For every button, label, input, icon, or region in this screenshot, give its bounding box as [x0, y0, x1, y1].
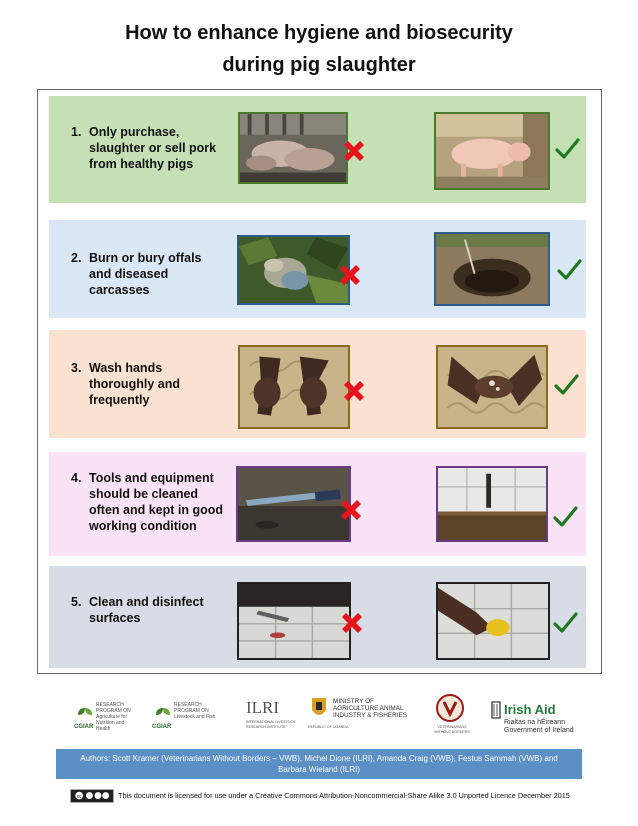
harp-icon	[490, 700, 502, 720]
step-description: Wash hands thoroughly and frequently	[89, 361, 180, 407]
cgiar-livestock-fish-logo	[152, 692, 224, 740]
burial-pit-photo	[434, 232, 550, 306]
poster-title-line-2: during pig slaughter	[222, 54, 416, 76]
step-panel-5	[49, 566, 586, 668]
cgiar-leaf-icon	[76, 706, 94, 722]
step-description: Clean and disinfect surfaces	[89, 595, 204, 625]
healthy-pig-photo	[434, 112, 550, 190]
vwb-text: VETERINARIANS WITHOUT BORDERS	[434, 725, 470, 734]
step-panel-3	[49, 330, 586, 438]
maaif-logo	[308, 692, 418, 740]
dirty-knife-photo	[236, 466, 351, 542]
step-number: 5.	[71, 595, 82, 609]
green-check-icon	[553, 372, 579, 398]
clean-tools-photo	[436, 466, 548, 542]
license-text: This document is licensed for use under a Creative Commons Attribution-Noncommercial-Share Alike 3.0 Unported Licence December 2015	[118, 791, 570, 800]
step-panel-4	[49, 452, 586, 556]
maaif-text: MINISTRY OF AGRICULTURE ANIMAL INDUSTRY & FISHERIES	[333, 698, 407, 719]
sick-pigs-photo	[238, 112, 348, 184]
green-check-icon	[556, 257, 582, 283]
ilri-logo	[244, 692, 298, 740]
green-check-icon	[552, 504, 578, 530]
svg-text:cc: cc	[76, 794, 82, 800]
step-description: Only purchase, slaughter or sell pork from healthy pigs	[89, 125, 217, 171]
authors-bar: Authors: Scott Kramer (Veterinarians Without Borders – VWB), Michel Dione (ILRI), Amanda Craig (VWB), Festus Sammah (VWB) and Barbara Wieland (ILRI)	[56, 749, 582, 779]
poster-title-line-1: How to enhance hygiene and biosecurity	[125, 22, 513, 44]
cgiar-leaf-icon	[154, 706, 172, 722]
irish-aid-logo	[490, 692, 582, 740]
ilri-mark: ILRI	[246, 698, 280, 717]
uganda-text: REPUBLIC OF UGANDA	[308, 725, 349, 729]
a4nh-text: RESEARCH PROGRAM ON Agriculture for Nutrition and Health	[96, 702, 131, 732]
step-panel-1	[49, 96, 586, 203]
partner-logos	[60, 692, 590, 740]
red-cross-icon	[341, 378, 367, 404]
step-description: Tools and equipment should be cleaned often and kept in good working condition	[89, 471, 224, 533]
license-line	[70, 789, 590, 803]
washing-hands-photo	[436, 345, 548, 429]
red-cross-icon	[338, 497, 364, 523]
ilri-subtitle: INTERNATIONAL LIVESTOCK RESEARCH INSTITUTE	[246, 720, 296, 729]
step-number: 2.	[71, 251, 82, 265]
livestock-fish-text: RESEARCH PROGRAM ON Livestock and Fish	[174, 702, 216, 720]
cgiar-mark: CGIAR	[74, 724, 94, 730]
discarded-offals-photo	[237, 235, 350, 305]
green-check-icon	[552, 610, 578, 636]
irish-aid-rialtas: Rialtas na hÉireann	[504, 719, 566, 726]
irish-aid-mark: Irish Aid	[504, 702, 556, 717]
cleaning-surface-photo	[436, 582, 550, 660]
green-check-icon	[554, 136, 580, 162]
cgiar-mark: CGIAR	[152, 724, 172, 730]
creative-commons-badge-icon	[70, 789, 114, 803]
red-cross-icon	[339, 610, 365, 636]
step-number: 1.	[71, 125, 82, 139]
vwb-emblem-icon	[436, 694, 464, 722]
step-panel-2	[49, 220, 586, 318]
irish-aid-government: Government of Ireland	[504, 727, 574, 734]
dirty-surface-photo	[237, 582, 351, 660]
red-cross-icon	[337, 262, 363, 288]
vwb-logo	[432, 692, 468, 740]
step-number: 4.	[71, 471, 82, 485]
cgiar-a4nh-logo	[74, 692, 142, 740]
uganda-coat-of-arms-icon	[308, 696, 330, 722]
step-number: 3.	[71, 361, 82, 375]
red-cross-icon	[341, 138, 367, 164]
dirty-hands-photo	[238, 345, 350, 429]
step-description: Burn or bury offals and diseased carcasses	[89, 251, 202, 297]
